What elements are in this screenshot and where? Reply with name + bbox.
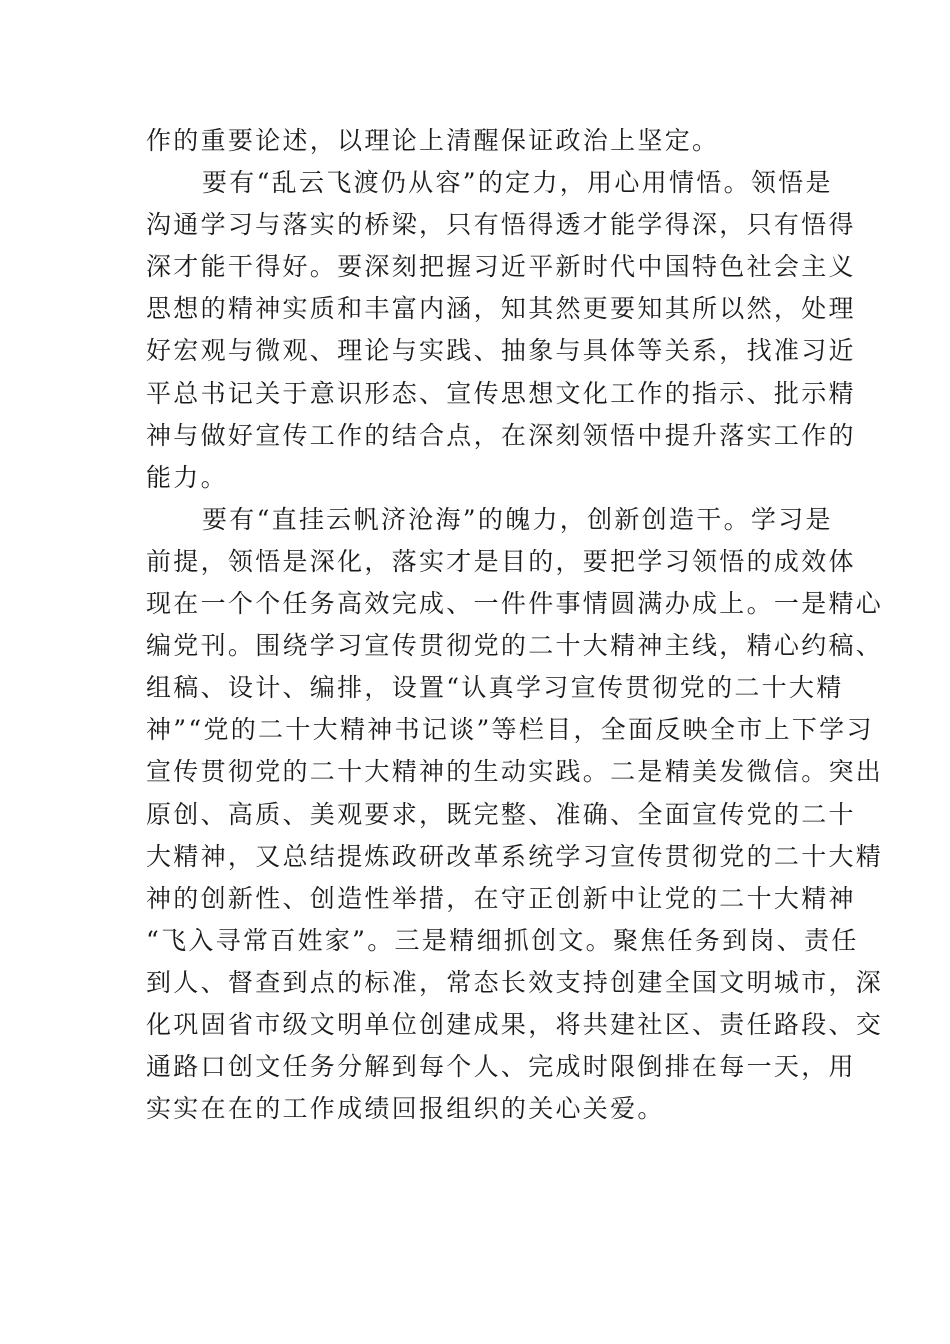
- text-line: 通路口创文任务分解到每个人、完成时限倒排在每一天，用: [146, 1052, 856, 1082]
- text-line: 组稿、设计、编排，设置“认真学习宣传贯彻党的二十大精: [146, 673, 844, 703]
- text-line: 要有“直挂云帆济沧海”的魄力，创新创造干。学习是: [202, 504, 833, 534]
- text-line: 宣传贯彻党的二十大精神的生动实践。二是精美发微信。突出: [146, 757, 884, 787]
- text-line: 平总书记关于意识形态、宣传思想文化工作的指示、批示精: [146, 378, 856, 408]
- text-line: 现在一个个任务高效完成、一件件事情圆满办成上。一是精心: [146, 589, 884, 619]
- paragraph-continuation: [146, 120, 826, 162]
- text-line: 神的创新性、创造性举措，在守正创新中让党的二十大精神: [146, 883, 856, 913]
- text-line: 思想的精神实质和丰富内涵，知其然更要知其所以然，处理: [146, 294, 856, 324]
- text-line: 好宏观与微观、理论与实践、抽象与具体等关系，找准习近: [146, 336, 856, 366]
- text-line: 神”“党的二十大精神书记谈”等栏目，全面反映全市上下学习: [146, 715, 874, 745]
- text-line: 大精神，又总结提炼政研改革系统学习宣传贯彻党的二十大精: [146, 841, 884, 871]
- text-line: 实实在在的工作成绩回报组织的关心关爱。: [146, 1094, 665, 1124]
- body-text: [146, 120, 884, 1130]
- text-line: 化巩固省市级文明单位创建成果，将共建社区、责任路段、交: [146, 1009, 884, 1039]
- text-line: 要有“乱云飞渡仍从容”的定力，用心用情悟。领悟是: [202, 168, 833, 198]
- text-line: 深才能干得好。要深刻把握习近平新时代中国特色社会主义: [146, 252, 856, 282]
- text-line: 神与做好宣传工作的结合点，在深刻领悟中提升落实工作的: [146, 420, 856, 450]
- text-line: “飞入寻常百姓家”。三是精细抓创文。聚焦任务到岗、责任: [146, 925, 859, 955]
- text-line: 沟通学习与落实的桥梁，只有悟得透才能学得深，只有悟得: [146, 210, 856, 240]
- paragraph-comprehension: [146, 162, 856, 499]
- text-line: 能力。: [146, 462, 228, 492]
- text-line: 前提，领悟是深化，落实才是目的，要把学习领悟的成效体: [146, 546, 856, 576]
- text-line: 编党刊。围绕学习宣传贯彻党的二十大精神主线，精心约稿、: [146, 631, 884, 661]
- paragraph-implementation: [146, 499, 884, 1130]
- text-line: 作的重要论述，以理论上清醒保证政治上坚定。: [146, 126, 720, 155]
- text-line: 原创、高质、美观要求，既完整、准确、全面宣传党的二十: [146, 799, 856, 829]
- text-line: 到人、督查到点的标准，常态长效支持创建全国文明城市，深: [146, 967, 884, 997]
